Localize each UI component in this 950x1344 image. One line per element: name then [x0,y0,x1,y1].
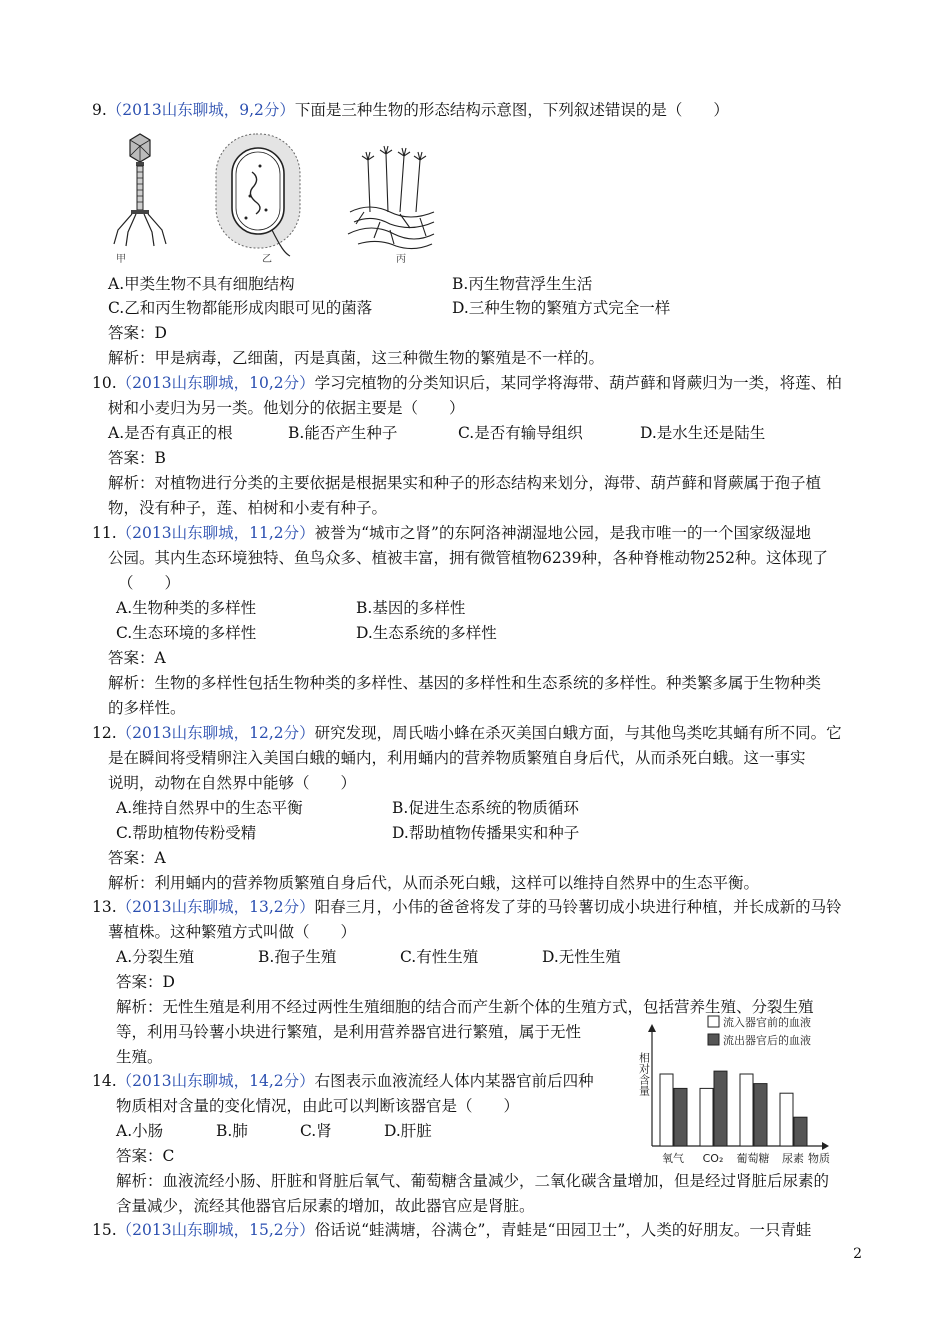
option-c: C.有性生殖 [400,948,479,966]
question-source: （2013山东聊城，15,2分） [116,1221,315,1239]
x-axis-label: 物质 [808,1152,830,1165]
option-d: D.帮助植物传播果实和种子 [392,824,580,842]
option-d: D.无性生殖 [542,948,621,966]
question-stem: 学习完植物的分类知识后，某同学将海带、葫芦藓和肾蕨归为一类，将莲、柏 [314,374,842,392]
x-tick-label: 葡萄糖 [736,1152,770,1165]
blood-substance-chart [630,1012,850,1168]
legend-label-after: 流出器官后的血液 [723,1034,811,1047]
y-axis-arrow [648,1024,656,1032]
q11-stem-line [92,523,811,543]
chart-bars [660,1071,807,1146]
analysis-line: 解析：利用蛹内的营养物质繁殖自身后代，从而杀死白蛾，这样可以维持自然界中的生态平衡。 [108,874,760,892]
figure-label-bing: 丙 [396,254,406,265]
x-tick-label: 氧气 [662,1152,684,1165]
x-tick-label: CO₂ [702,1152,724,1165]
question-number: 12. [92,724,117,742]
question-source: （2013山东聊城，14,2分） [116,1072,315,1090]
question-source: （2013山东聊城，12,2分） [116,724,315,742]
analysis-line-2: 物，没有种子，莲、柏树和小麦有种子。 [108,499,388,517]
q12-stem-line [92,723,842,743]
fungus-illustration [348,146,434,249]
option-d: D.生态系统的多样性 [356,624,497,642]
option-d: D.是水生还是陆生 [640,424,766,442]
option-c: C.生态环境的多样性 [116,624,257,642]
analysis-line: 解析：生物的多样性包括生物种类的多样性、基因的多样性和生态系统的多样性。种类繁多属于生物种类 [108,674,822,692]
option-c: C.乙和丙生物都能形成肉眼可见的菌落 [108,299,373,317]
option-d: D.肝脏 [384,1122,432,1140]
question-source: （2013山东聊城，13,2分） [116,898,315,916]
answer-line: 答案：A [108,649,166,667]
question-stem: 阳春三月，小伟的爸爸将发了芽的马铃薯切成小块进行种植，并长成新的马铃 [314,898,842,916]
analysis-line: 解析：甲是病毒，乙细菌，丙是真菌，这三种微生物的繁殖是不一样的。 [108,349,605,367]
q10-stem-line [92,373,842,393]
option-b: B.能否产生种子 [288,424,398,442]
question-number: 9. [92,101,107,119]
question-source: （2013山东聊城，11,2分） [116,524,315,542]
q13-stem-line-2: 薯植株。这种繁殖方式叫做（ ） [108,923,357,941]
q14-stem-line-2: 物质相对含量的变化情况，由此可以判断该器官是（ ） [116,1097,520,1115]
option-d: D.三种生物的繁殖方式完全一样 [452,299,671,317]
bar-before-1 [700,1088,713,1146]
figure-label-yi: 乙 [262,254,272,265]
option-b: B.丙生物营浮生生活 [452,275,593,293]
q14-stem-line [92,1071,594,1091]
legend-label-before: 流入器官前的血液 [723,1016,811,1029]
analysis-line-2: 的多样性。 [108,699,186,717]
question-stem: 研究发现，周氏啮小蜂在杀灭美国白蛾方面，与其他鸟类吃其蛹有所不同。它 [314,724,842,742]
analysis-line-3: 生殖。 [116,1048,163,1066]
option-a: A.是否有真正的根 [108,424,233,442]
option-a: A.甲类生物不具有细胞结构 [108,275,295,293]
bar-after-2 [754,1084,767,1146]
question-number: 10. [92,374,117,392]
bar-before-3 [780,1093,793,1146]
legend-swatch-after [708,1034,719,1045]
q11-stem-line-3: （ ） [118,574,181,592]
question-source: （2013山东聊城，10,2分） [116,374,315,392]
option-a: A.小肠 [116,1122,164,1140]
x-axis-arrow [822,1142,829,1150]
x-tick-label: 尿素 [782,1152,804,1165]
bar-before-0 [660,1074,673,1146]
analysis-line: 解析：对植物进行分类的主要依据是根据果实和种子的形态结构来划分，海带、葫芦藓和肾蕨属于孢子植 [108,474,822,492]
chart-legend [708,1015,811,1047]
question-number: 15. [92,1221,117,1239]
option-c: C.帮助植物传粉受精 [116,824,257,842]
q10-stem-line-2: 树和小麦归为另一类。他划分的依据主要是（ ） [108,399,465,417]
answer-line: 答案：A [108,849,166,867]
option-a: A.维持自然界中的生态平衡 [116,799,303,817]
q9-organism-figure [100,126,450,268]
q11-stem-line-2: 公园。其内生态环境独特、鱼鸟众多、植被丰富，拥有微管植物6239种，各种脊椎动物252种。这体现了 [108,549,829,567]
figure-label-jia: 甲 [116,254,126,265]
q9-stem-line [92,100,729,120]
option-c: C.肾 [300,1122,332,1140]
phage-illustration [114,134,166,246]
answer-line: 答案：D [108,324,167,342]
question-number: 13. [92,898,117,916]
bar-before-2 [740,1074,753,1146]
question-number: 14. [92,1072,117,1090]
q12-stem-line-3: 说明，动物在自然界中能够（ ） [108,774,357,792]
question-number: 11. [92,524,117,542]
analysis-line: 解析：血液流经小肠、肝脏和肾脏后氧气、葡萄糖含量减少，二氧化碳含量增加，但是经过肾脏后尿素的 [116,1172,830,1190]
analysis-line-2: 含量减少，流经其他器官后尿素的增加，故此器官应是肾脏。 [116,1197,535,1215]
bacterium-illustration [216,134,300,256]
analysis-line: 解析：无性生殖是利用不经过两性生殖细胞的结合而产生新个体的生殖方式，包括营养生殖、分裂生殖 [116,998,814,1016]
question-stem: 右图表示血液流经人体内某器官前后四种 [314,1072,594,1090]
bar-after-0 [674,1088,687,1146]
option-b: B.孢子生殖 [258,948,337,966]
option-a: A.生物种类的多样性 [116,599,257,617]
option-b: B.促进生态系统的物质循环 [392,799,579,817]
question-stem: 俗话说“蛙满塘，谷满仓”，青蛙是“田园卫士”，人类的好朋友。一只青蛙 [314,1221,812,1239]
bar-after-1 [714,1071,727,1146]
q13-stem-line [92,897,842,917]
legend-swatch-before [708,1016,719,1027]
question-stem: 被誉为“城市之肾”的东阿洛神湖湿地公园，是我市唯一的一个国家级湿地 [314,524,811,542]
q12-stem-line-2: 是在瞬间将受精卵注入美国白蛾的蛹内，利用蛹内的营养物质繁殖自身后代，从而杀死白蛾。这一事实 [108,749,806,767]
question-stem: 下面是三种生物的形态结构示意图，下列叙述错误的是（ ） [294,101,729,119]
page-number: 2 [853,1246,862,1262]
option-c: C.是否有输导组织 [458,424,583,442]
question-source: （2013山东聊城，9,2分） [106,101,295,119]
option-b: B.肺 [216,1122,248,1140]
q15-stem-line [92,1220,811,1240]
chart-x-ticks [662,1151,804,1165]
analysis-line-2: 等，利用马铃薯小块进行繁殖，是利用营养器官进行繁殖，属于无性 [116,1023,582,1041]
option-a: A.分裂生殖 [116,948,195,966]
answer-line: 答案：C [116,1147,175,1165]
answer-line: 答案：B [108,449,166,467]
y-axis-label: 相对含量 [637,1052,651,1096]
bar-after-3 [794,1117,807,1146]
answer-line: 答案：D [116,973,175,991]
option-b: B.基因的多样性 [356,599,466,617]
